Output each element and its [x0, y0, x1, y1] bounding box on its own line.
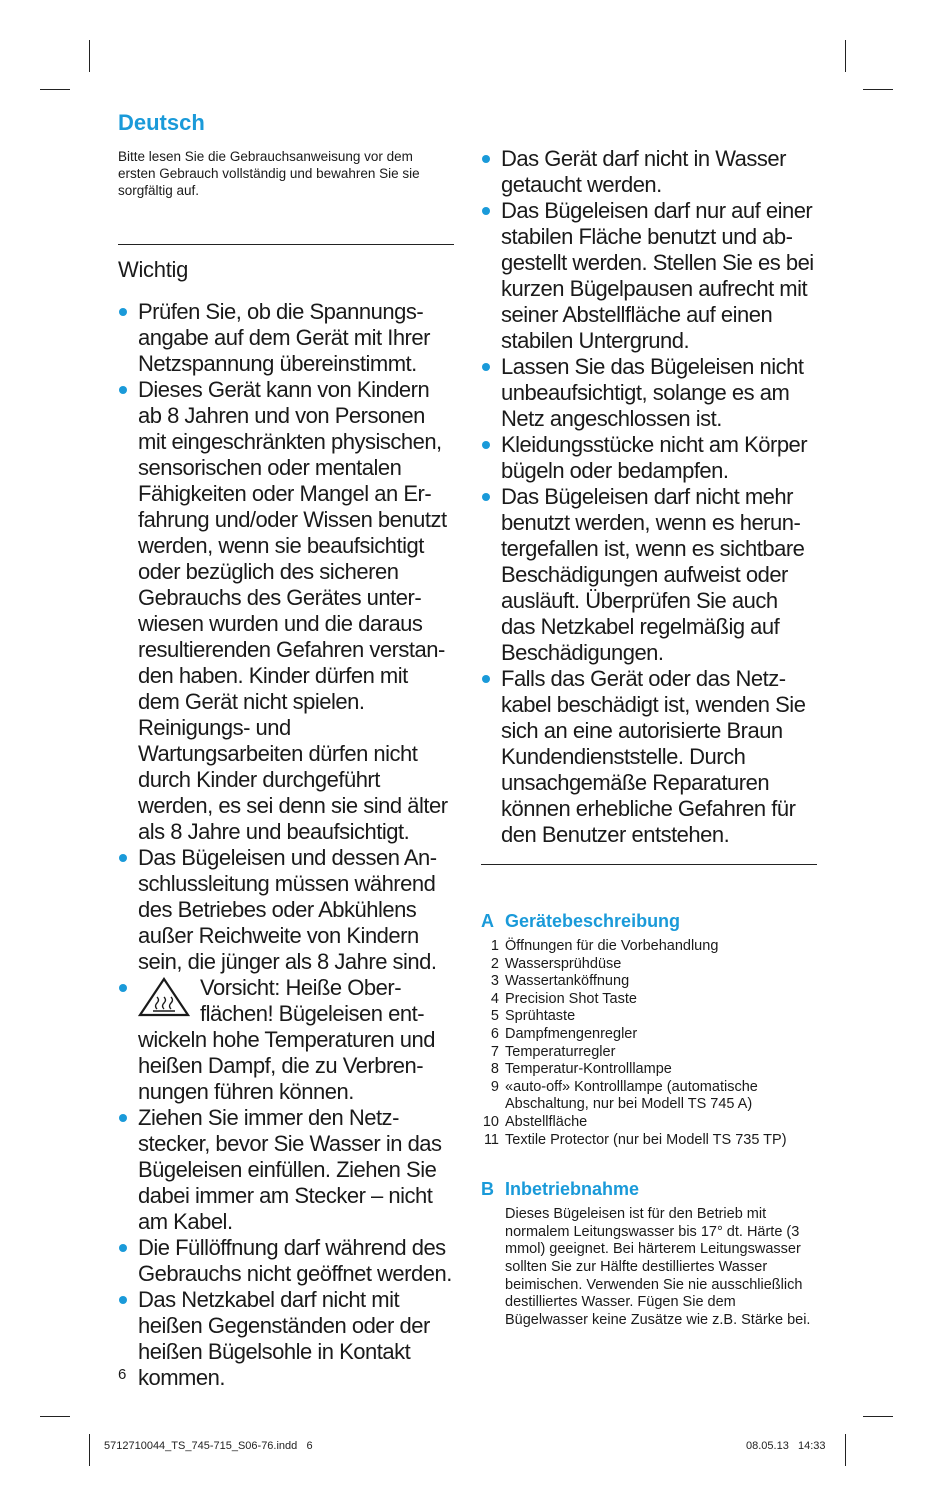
footer-datetime: 08.05.13 14:33: [746, 1440, 826, 1452]
parts-list: [481, 938, 817, 1149]
list-item: Ziehen Sie immer den Netzstecker, bevor Sie Wasser in das Bügeleisen einfüllen. Ziehen Sie dabei immer am Stecker – nicht am Kabel.: [118, 1105, 454, 1235]
crop-mark: [863, 1416, 893, 1417]
crop-mark: [845, 40, 846, 72]
crop-mark: [40, 89, 70, 90]
crop-mark: [863, 89, 893, 90]
list-item: 8 Temperatur-Kontrolllampe: [490, 1061, 672, 1078]
bullet-dot: [119, 1114, 127, 1122]
list-item: 7 Temperaturregler: [490, 1043, 616, 1060]
section-title: Inbetriebnahme: [505, 1179, 640, 1200]
list-item: Falls das Gerät oder das Netzkabel beschädigt ist, wenden Sie sich an eine autorisierte Braun Kundendienststelle. Durch unsachgemäße Reparaturen können erhebliche Gefahren für den Benutzer entstehen.: [481, 666, 817, 848]
bullet-dot: [119, 308, 127, 316]
list-item: Die Füllöffnung darf während des Gebrauchs nicht geöffnet werden.: [118, 1235, 454, 1287]
section-b-text: Dieses Bügeleisen ist für den Betrieb mit normalem Leitungswasser bis 17° dt. Härte (3 mmol) geeignet. Bei härterem Leitungswasser sollten Sie zur Hälfte destilliertes Wasser beimischen. Verwenden Sie nie ausschließlich destilliertes Wasser. Fügen Sie dem Bügelwasser keine Zusätze wie z.B. Stärke bei.: [505, 1206, 811, 1328]
bullet-dot: [482, 155, 490, 163]
right-column: [481, 146, 817, 1329]
list-item: 6 Dampfmengenregler: [490, 1025, 638, 1042]
list-item: Das Gerät darf nicht in Wasser getaucht werden.: [481, 146, 817, 198]
important-list-right: [481, 146, 817, 848]
bullet-dot: [482, 207, 490, 215]
list-item: 4 Precision Shot Taste: [490, 990, 637, 1007]
crop-mark: [845, 1434, 846, 1466]
list-item: Das Bügeleisen darf nicht mehr benutzt werden, wenn es heruntergefallen ist, wenn es sichtbare Beschädigungen aufweist oder ausläuft. Überprüfen Sie auch das Netzkabel regelmäßig auf Beschädigungen.: [481, 484, 817, 666]
section-letter: A: [481, 911, 494, 931]
bullet-dot: [119, 386, 127, 394]
language-heading: Deutsch: [118, 110, 205, 135]
bullet-dot: [482, 675, 490, 683]
important-list-left: [118, 299, 454, 1391]
bullet-dot: [119, 1296, 127, 1304]
bullet-dot: [119, 984, 127, 992]
left-column: [118, 110, 454, 1391]
list-item: Prüfen Sie, ob die Spannungsangabe auf dem Gerät mit Ihrer Netzspannung übereinstimmt.: [118, 299, 454, 377]
list-item: 5 Sprühtaste: [490, 1008, 576, 1025]
list-item: Das Bügeleisen darf nur auf einer stabilen Fläche benutzt und abgestellt werden. Stellen Sie es bei kurzen Bügelpausen aufrecht mit seiner Abstellfläche auf einen stabilen Untergrund.: [481, 198, 817, 354]
important-heading: Wichtig: [118, 257, 189, 282]
bullet-dot: [119, 854, 127, 862]
crop-mark: [40, 1416, 70, 1417]
section-a-heading: [481, 911, 817, 932]
hot-surface-warning-icon: [138, 977, 190, 1017]
list-item: Kleidungsstücke nicht am Körper bügeln oder bedampfen.: [481, 432, 817, 484]
bullet-dot: [482, 441, 490, 449]
bullet-dot: [482, 493, 490, 501]
list-item: Das Netzkabel darf nicht mit heißen Gegenständen oder der heißen Bügelsohle in Kontakt kommen.: [118, 1287, 454, 1391]
list-item: 9 «auto-off» Kontrolllampe (automatische Abschaltung, nur bei Modell TS 745 A): [490, 1078, 758, 1113]
list-item: 1 Öffnungen für die Vorbehandlung: [490, 938, 719, 954]
section-b-heading: [481, 1179, 817, 1200]
footer-file-info: 5712710044_TS_745-715_S06-76.indd 6: [104, 1440, 313, 1452]
list-item: Dieses Gerät kann von Kindern ab 8 Jahren und von Personen mit eingeschränkten physischen, sensorischen oder mentalen Fähigkeiten oder Mangel an Erfahrung und/oder Wissen benutzt werden, wenn sie beaufsichtigt oder bezüglich des sicheren Gebrauchs des Gerätes unterwiesen wurden und die daraus resultierenden Gefahren verstanden haben. Kinder dürfen mit dem Gerät nicht spielen. Reinigungs- und Wartungsarbeiten dürfen nicht durch Kinder durchgeführt werden, es sei denn sie sind älter als 8 Jahre und beaufsichtigt.: [118, 377, 454, 845]
list-item: 11 Textile Protector (nur bei Modell TS 735 TP): [483, 1131, 787, 1148]
list-item: 3 Wassertanköffnung: [490, 973, 630, 990]
crop-mark: [89, 40, 90, 72]
page-number: 6: [118, 1366, 127, 1383]
section-letter: B: [481, 1179, 494, 1200]
intro-text: Bitte lesen Sie die Gebrauchsanweisung vor dem ersten Gebrauch vollständig und bewahren Sie sie sorgfältig auf.: [118, 149, 420, 198]
section-title: Gerätebeschreibung: [505, 911, 681, 931]
list-item: Das Bügeleisen und dessen Anschlussleitung müssen während des Betriebes oder Abkühlens außer Reichweite von Kindern sein, die jünger als 8 Jahre sind.: [118, 845, 454, 975]
section-divider: [481, 864, 817, 865]
list-item: 10 Abstellfläche: [482, 1113, 588, 1130]
list-item: 2 Wassersprühdüse: [490, 955, 622, 972]
bullet-dot: [482, 363, 490, 371]
section-divider: [118, 244, 454, 245]
list-item-warning: Vorsicht: Heiße Oberflächen! Bügeleisen entwickeln hohe Temperaturen und heißen Dampf, die zu Verbrennungen führen können.: [118, 975, 454, 1105]
bullet-dot: [119, 1244, 127, 1252]
crop-mark: [89, 1434, 90, 1466]
list-item: Lassen Sie das Bügeleisen nicht unbeaufsichtigt, solange es am Netz angeschlossen ist.: [481, 354, 817, 432]
